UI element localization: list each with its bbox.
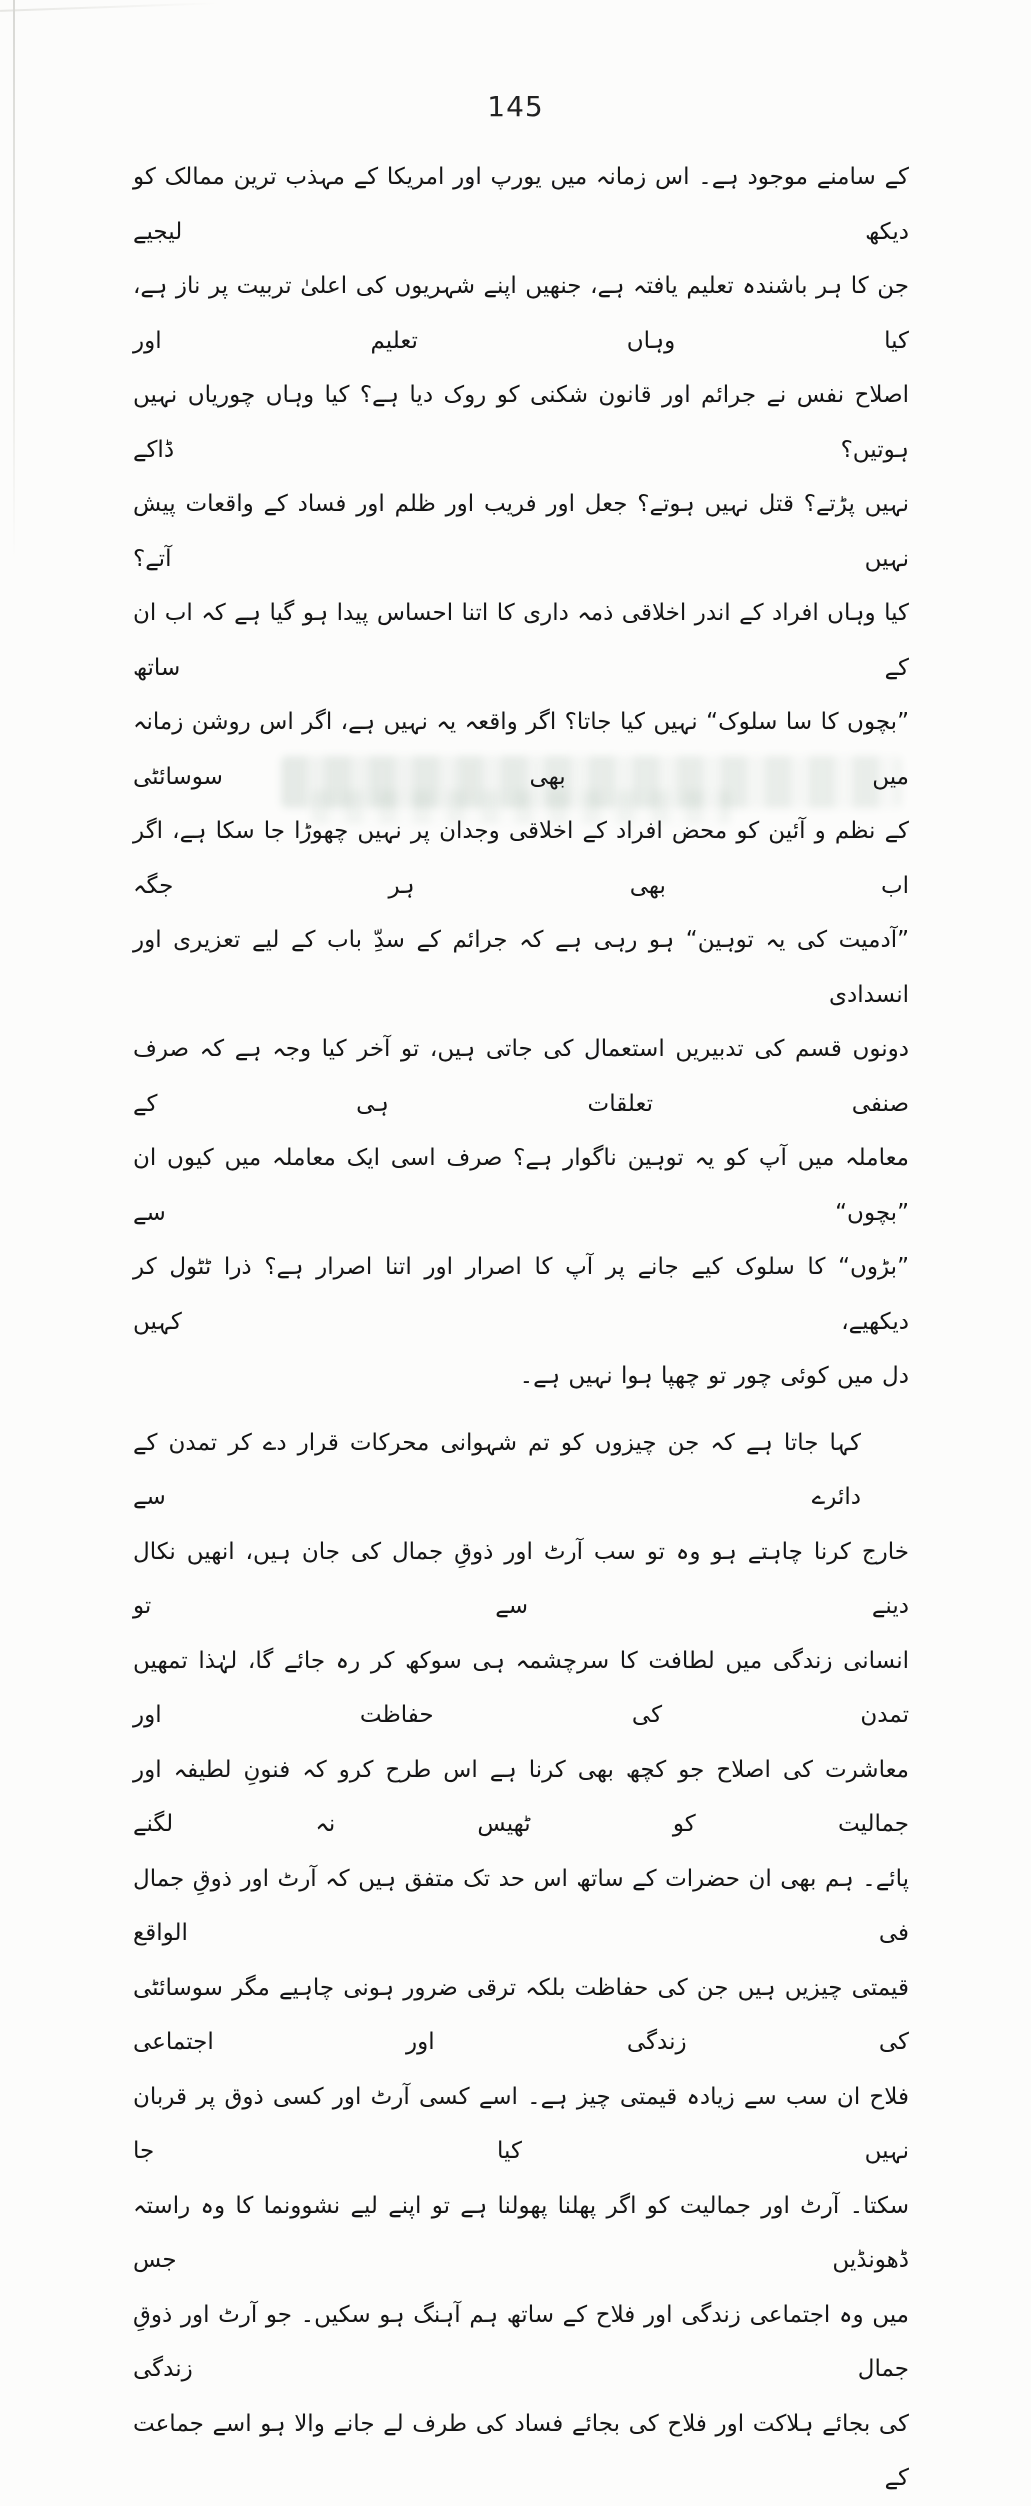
text-line: نہیں پڑتے؟ قتل نہیں ہوتے؟ جعل اور فریب اور ظلم اور فساد کے واقعات پیش نہیں آتے؟ (133, 491, 909, 572)
text-line: کے سامنے موجود ہے۔ اس زمانہ میں یورپ اور امریکا کے مہذب ترین ممالک کو دیکھ لیجیے (133, 164, 909, 245)
text-line: کیا وہاں افراد کے اندر اخلاقی ذمہ داری کا اتنا احساس پیدا ہو گیا ہے کہ اب ان کے ساتھ (133, 600, 909, 681)
text-line: میں وہ اجتماعی زندگی اور فلاح کے ساتھ ہم آہنگ ہو سکیں۔ جو آرٹ اور ذوقِ جمال زندگی (133, 2301, 909, 2382)
text-line: جن کا ہر باشندہ تعلیم یافتہ ہے، جنھیں اپنے شہریوں کی اعلیٰ تربیت پر ناز ہے، کیا وہاں تعلیم اور (133, 273, 909, 354)
text-line: پائے۔ ہم بھی ان حضرات کے ساتھ اس حد تک متفق ہیں کہ آرٹ اور ذوقِ جمال فی الواقع (133, 1865, 909, 1946)
page-scan-edge-top (0, 2, 220, 12)
text-line: سکتا۔ آرٹ اور جمالیت کو اگر پھلنا پھولنا ہے تو اپنے لیے نشوونما کا وہ راستہ ڈھونڈیں جس (133, 2192, 909, 2273)
text-line: دونوں قسم کی تدبیریں استعمال کی جاتی ہیں، تو آخر کیا وجہ ہے کہ صرف صنفی تعلقات ہی کے (133, 1036, 909, 1117)
text-line: خارج کرنا چاہتے ہو وہ تو سب آرٹ اور ذوقِ جمال کی جان ہیں، انھیں نکال دینے سے تو (133, 1538, 909, 1619)
text-line: معاملہ میں آپ کو یہ توہین ناگوار ہے؟ صرف اسی ایک معاملہ میں کیوں ان ”بچوں“ سے (133, 1145, 909, 1226)
text-line: انسانی زندگی میں لطافت کا سرچشمہ ہی سوکھ کر رہ جائے گا، لہٰذا تمھیں تمدن کی حفاظت اور (133, 1647, 909, 1728)
paragraph-1 (133, 150, 909, 1404)
text-line: ”بچوں کا سا سلوک“ نہیں کیا جاتا؟ اگر واقعہ یہ نہیں ہے، اگر اس روشن زمانہ میں بھی سوسائٹی (133, 709, 909, 790)
text-line: اصلاح نفس نے جرائم اور قانون شکنی کو روک دیا ہے؟ کیا وہاں چوریاں نہیں ہوتیں؟ ڈاکے (133, 382, 909, 463)
text-line: قیمتی چیزیں ہیں جن کی حفاظت بلکہ ترقی ضرور ہونی چاہیے مگر سوسائٹی کی زندگی اور اجتماعی (133, 1974, 909, 2055)
text-line: دل میں کوئی چور تو چھپا ہوا نہیں ہے۔ (519, 1363, 909, 1389)
text-line: فلاح ان سب سے زیادہ قیمتی چیز ہے۔ اسے کسی آرٹ اور کسی ذوق پر قربان نہیں کیا جا (133, 2083, 909, 2164)
body-text (133, 150, 909, 2506)
text-line: ”بڑوں“ کا سلوک کیے جانے پر آپ کا اصرار اور اتنا اصرار ہے؟ ذرا ٹٹول کر دیکھیے، کہیں (133, 1254, 909, 1335)
text-line: کہا جاتا ہے کہ جن چیزوں کو تم شہوانی محرکات قرار دے کر تمدن کے دائرے سے (133, 1429, 861, 1510)
text-line: کی بجائے ہلاکت اور فلاح کی بجائے فساد کی طرف لے جانے والا ہو اسے جماعت کے (133, 2410, 909, 2491)
text-line: کے نظم و آئین کو محض افراد کے اخلاقی وجدان پر نہیں چھوڑا جا سکا ہے، اگر اب بھی ہر جگہ (133, 818, 909, 899)
page-scan-edge (13, 0, 15, 560)
text-line: ”آدمیت کی یہ توہین“ ہو رہی ہے کہ جرائم کے سدِّ باب کے لیے تعزیری اور انسدادی (133, 927, 909, 1008)
page-number: 145 (487, 90, 544, 123)
paragraph-2 (133, 1416, 909, 2506)
text-line: معاشرت کی اصلاح جو کچھ بھی کرنا ہے اس طرح کرو کہ فنونِ لطیفہ اور جمالیت کو ٹھیس نہ لگنے (133, 1756, 909, 1837)
